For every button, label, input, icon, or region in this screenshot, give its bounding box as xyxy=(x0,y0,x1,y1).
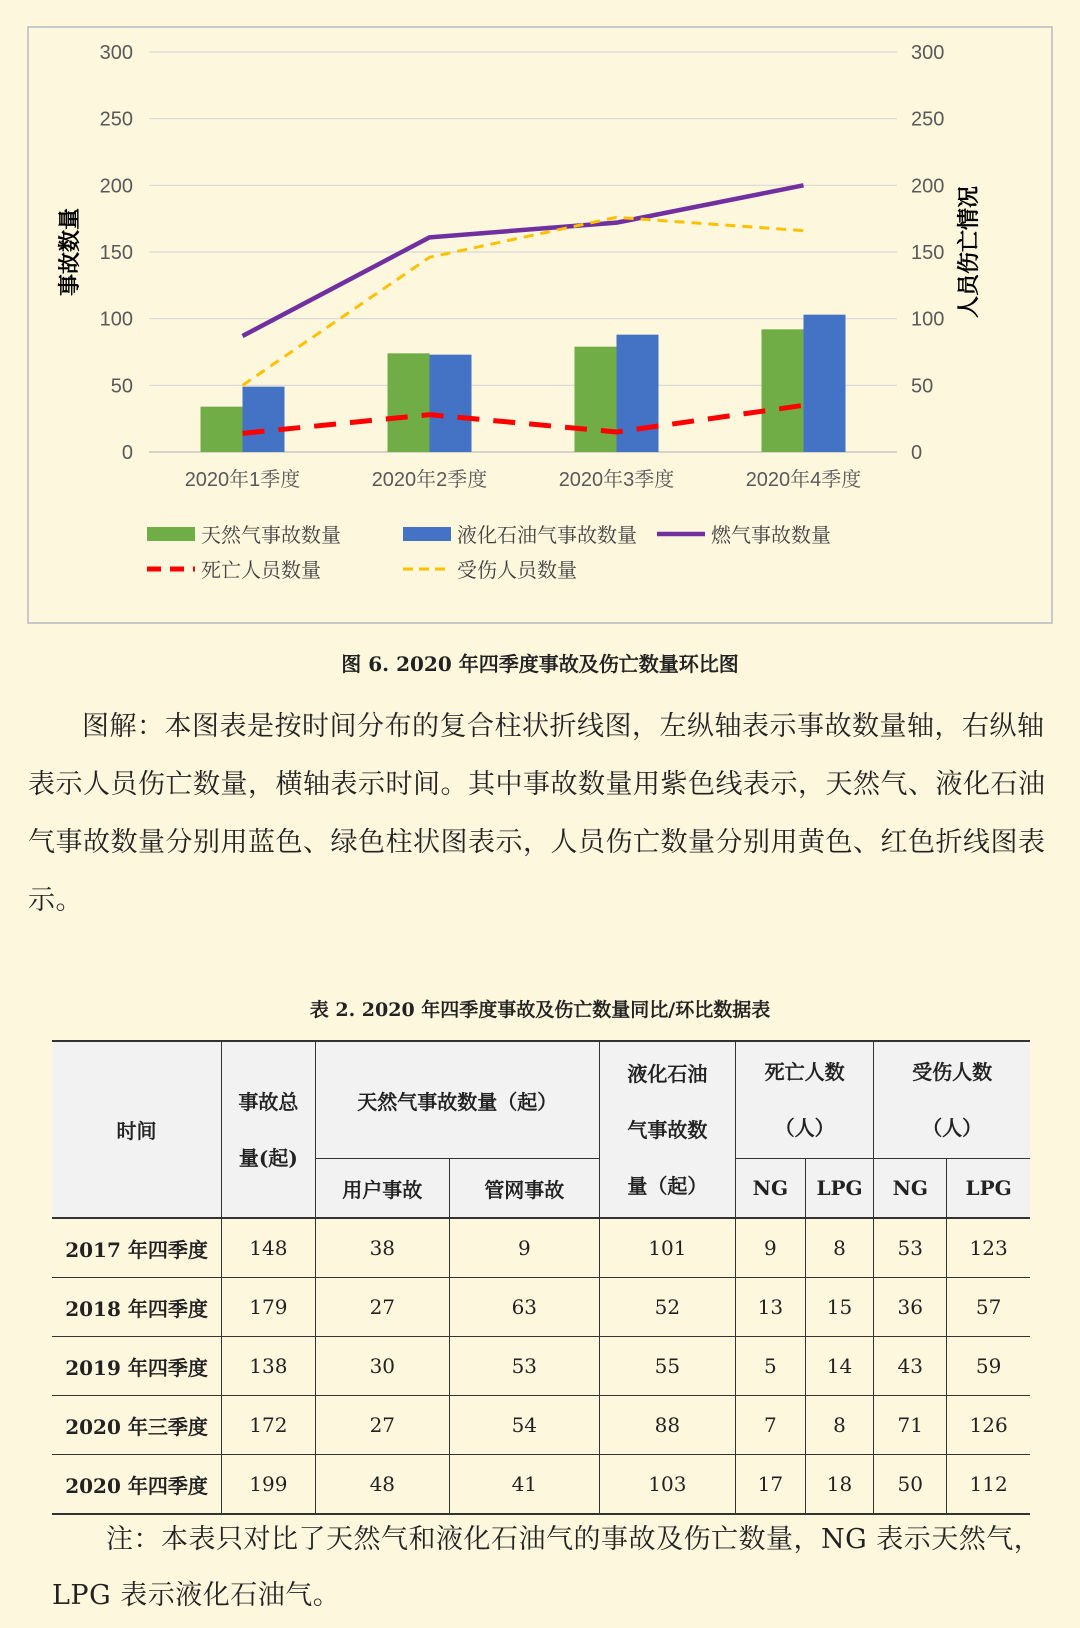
total-cell: 148 xyxy=(222,1218,316,1278)
header-death-lpg: LPG xyxy=(805,1159,874,1219)
y-tick-label: 150 xyxy=(99,242,133,264)
legend-label: 燃气事故数量 xyxy=(711,525,831,547)
death-lpg-cell: 18 xyxy=(805,1455,874,1515)
y-tick-label: 100 xyxy=(99,308,133,331)
time-cell: 2019 年四季度 xyxy=(52,1337,222,1396)
injury-ng-cell: 36 xyxy=(874,1278,947,1337)
death-ng-cell: 5 xyxy=(736,1337,806,1396)
header-death xyxy=(736,1041,874,1159)
x-tick-label: 2020年2季度 xyxy=(371,469,488,491)
y2-tick-label: 300 xyxy=(911,42,945,64)
header-death-ng: NG xyxy=(736,1159,806,1219)
injury-lpg-cell: 126 xyxy=(947,1396,1030,1455)
line-series-2 xyxy=(243,217,804,385)
injury-ng-cell: 53 xyxy=(874,1218,947,1278)
lpg-cell: 55 xyxy=(599,1337,735,1396)
chart-explanation: 图解：本图表是按时间分布的复合柱状折线图，左纵轴表示事故数量轴，右纵轴表示人员伤亡数量，横轴表示时间。其中事故数量用紫色线表示，天然气、液化石油气事故数量分别用蓝色、绿色柱状图表示，人员伤亡数量分别用黄色、红色折线图表示。 xyxy=(28,711,1046,916)
data-table xyxy=(52,1040,1030,1515)
bar-ng xyxy=(762,329,804,452)
y2-axis-title: 人员伤亡情况 xyxy=(957,185,982,319)
legend-label: 受伤人员数量 xyxy=(457,560,577,582)
header-death-line1: 死亡人数 xyxy=(764,1060,845,1084)
y2-tick-label: 100 xyxy=(911,308,945,331)
total-cell: 138 xyxy=(222,1337,316,1396)
injury-lpg-cell: 57 xyxy=(947,1278,1030,1337)
table-caption: 表 2. 2020 年四季度事故及伤亡数量同比/环比数据表 xyxy=(309,999,771,1021)
table-row xyxy=(52,1396,1030,1455)
y-tick-label: 250 xyxy=(99,108,133,131)
y-tick-label: 0 xyxy=(121,442,133,464)
lpg-cell: 101 xyxy=(599,1218,735,1278)
header-lpg-line3: 量（起） xyxy=(627,1173,708,1198)
x-tick-label: 2020年4季度 xyxy=(745,469,862,491)
total-cell: 199 xyxy=(222,1455,316,1515)
injury-lpg-cell: 112 xyxy=(947,1455,1030,1515)
death-ng-cell: 17 xyxy=(736,1455,806,1515)
time-cell: 2018 年四季度 xyxy=(52,1278,222,1337)
death-ng-cell: 7 xyxy=(736,1396,806,1455)
header-ng-group: 天然气事故数量（起） xyxy=(315,1041,599,1159)
header-total-line1: 事故总 xyxy=(238,1089,299,1114)
injury-lpg-cell: 123 xyxy=(947,1218,1030,1278)
death-lpg-cell: 8 xyxy=(805,1218,874,1278)
header-total-line2: 量(起) xyxy=(238,1145,298,1170)
ng-user-cell: 48 xyxy=(315,1455,449,1515)
y2-tick-label: 200 xyxy=(911,175,945,198)
header-death-line2: （人） xyxy=(774,1116,835,1140)
header-injury xyxy=(874,1041,1030,1159)
table-row xyxy=(52,1337,1030,1396)
time-cell: 2020 年三季度 xyxy=(52,1396,222,1455)
y-tick-label: 200 xyxy=(99,175,133,198)
injury-lpg-cell: 59 xyxy=(947,1337,1030,1396)
legend-label: 天然气事故数量 xyxy=(201,525,341,547)
lpg-cell: 103 xyxy=(599,1455,735,1515)
header-lpg-line2: 气事故数 xyxy=(627,1117,708,1142)
header-injury-line1: 受伤人数 xyxy=(912,1060,993,1084)
table-row xyxy=(52,1278,1030,1337)
lpg-cell: 88 xyxy=(599,1396,735,1455)
total-cell: 172 xyxy=(222,1396,316,1455)
table-body xyxy=(52,1218,1030,1514)
death-ng-cell: 13 xyxy=(736,1278,806,1337)
ng-user-cell: 38 xyxy=(315,1218,449,1278)
combo-chart xyxy=(29,28,1051,622)
bar-lpg xyxy=(617,335,659,452)
header-ng-network: 管网事故 xyxy=(449,1159,599,1219)
ng-user-cell: 27 xyxy=(315,1278,449,1337)
header-injury-lpg: LPG xyxy=(947,1159,1030,1219)
time-cell: 2017 年四季度 xyxy=(52,1218,222,1278)
figure-caption: 图 6. 2020 年四季度事故及伤亡数量环比图 xyxy=(341,652,739,676)
header-lpg-line1: 液化石油 xyxy=(627,1061,708,1086)
death-lpg-cell: 14 xyxy=(805,1337,874,1396)
legend-label: 死亡人员数量 xyxy=(201,560,321,582)
ng-network-cell: 54 xyxy=(449,1396,599,1455)
header-injury-line2: （人） xyxy=(922,1116,983,1140)
y2-tick-label: 150 xyxy=(911,242,945,264)
time-cell: 2020 年四季度 xyxy=(52,1455,222,1515)
injury-ng-cell: 50 xyxy=(874,1455,947,1515)
header-total xyxy=(222,1041,316,1218)
chart-frame xyxy=(27,26,1053,624)
legend-label: 液化石油气事故数量 xyxy=(457,525,637,547)
header-lpg xyxy=(599,1041,735,1218)
header-injury-ng: NG xyxy=(874,1159,947,1219)
death-ng-cell: 9 xyxy=(736,1218,806,1278)
ng-network-cell: 41 xyxy=(449,1455,599,1515)
y-tick-label: 300 xyxy=(99,42,133,64)
x-tick-label: 2020年3季度 xyxy=(558,469,675,491)
table-row xyxy=(52,1218,1030,1278)
injury-ng-cell: 43 xyxy=(874,1337,947,1396)
ng-network-cell: 53 xyxy=(449,1337,599,1396)
legend-swatch xyxy=(147,527,195,541)
ng-network-cell: 9 xyxy=(449,1218,599,1278)
header-time: 时间 xyxy=(52,1041,222,1218)
total-cell: 179 xyxy=(222,1278,316,1337)
lpg-cell: 52 xyxy=(599,1278,735,1337)
y-tick-label: 50 xyxy=(110,375,133,398)
x-tick-label: 2020年1季度 xyxy=(184,469,301,491)
bar-ng xyxy=(388,353,430,452)
table-note: 注：本表只对比了天然气和液化石油气的事故及伤亡数量，NG 表示天然气，LPG 表示液化石油气。 xyxy=(52,1524,1042,1611)
y2-tick-label: 250 xyxy=(911,108,945,131)
bar-ng xyxy=(201,407,243,452)
ng-user-cell: 30 xyxy=(315,1337,449,1396)
table-row xyxy=(52,1455,1030,1515)
bar-lpg xyxy=(430,355,472,452)
y2-tick-label: 0 xyxy=(911,442,923,464)
line-series-1 xyxy=(243,405,804,433)
y2-tick-label: 50 xyxy=(911,375,934,398)
ng-user-cell: 27 xyxy=(315,1396,449,1455)
bar-lpg xyxy=(804,315,846,452)
bar-lpg xyxy=(243,387,285,452)
y-axis-title: 事故数量 xyxy=(58,207,83,297)
bar-ng xyxy=(575,347,617,452)
death-lpg-cell: 15 xyxy=(805,1278,874,1337)
death-lpg-cell: 8 xyxy=(805,1396,874,1455)
injury-ng-cell: 71 xyxy=(874,1396,947,1455)
line-series-0 xyxy=(243,185,804,336)
ng-network-cell: 63 xyxy=(449,1278,599,1337)
legend-swatch xyxy=(403,527,451,541)
header-ng-user: 用户事故 xyxy=(315,1159,449,1219)
